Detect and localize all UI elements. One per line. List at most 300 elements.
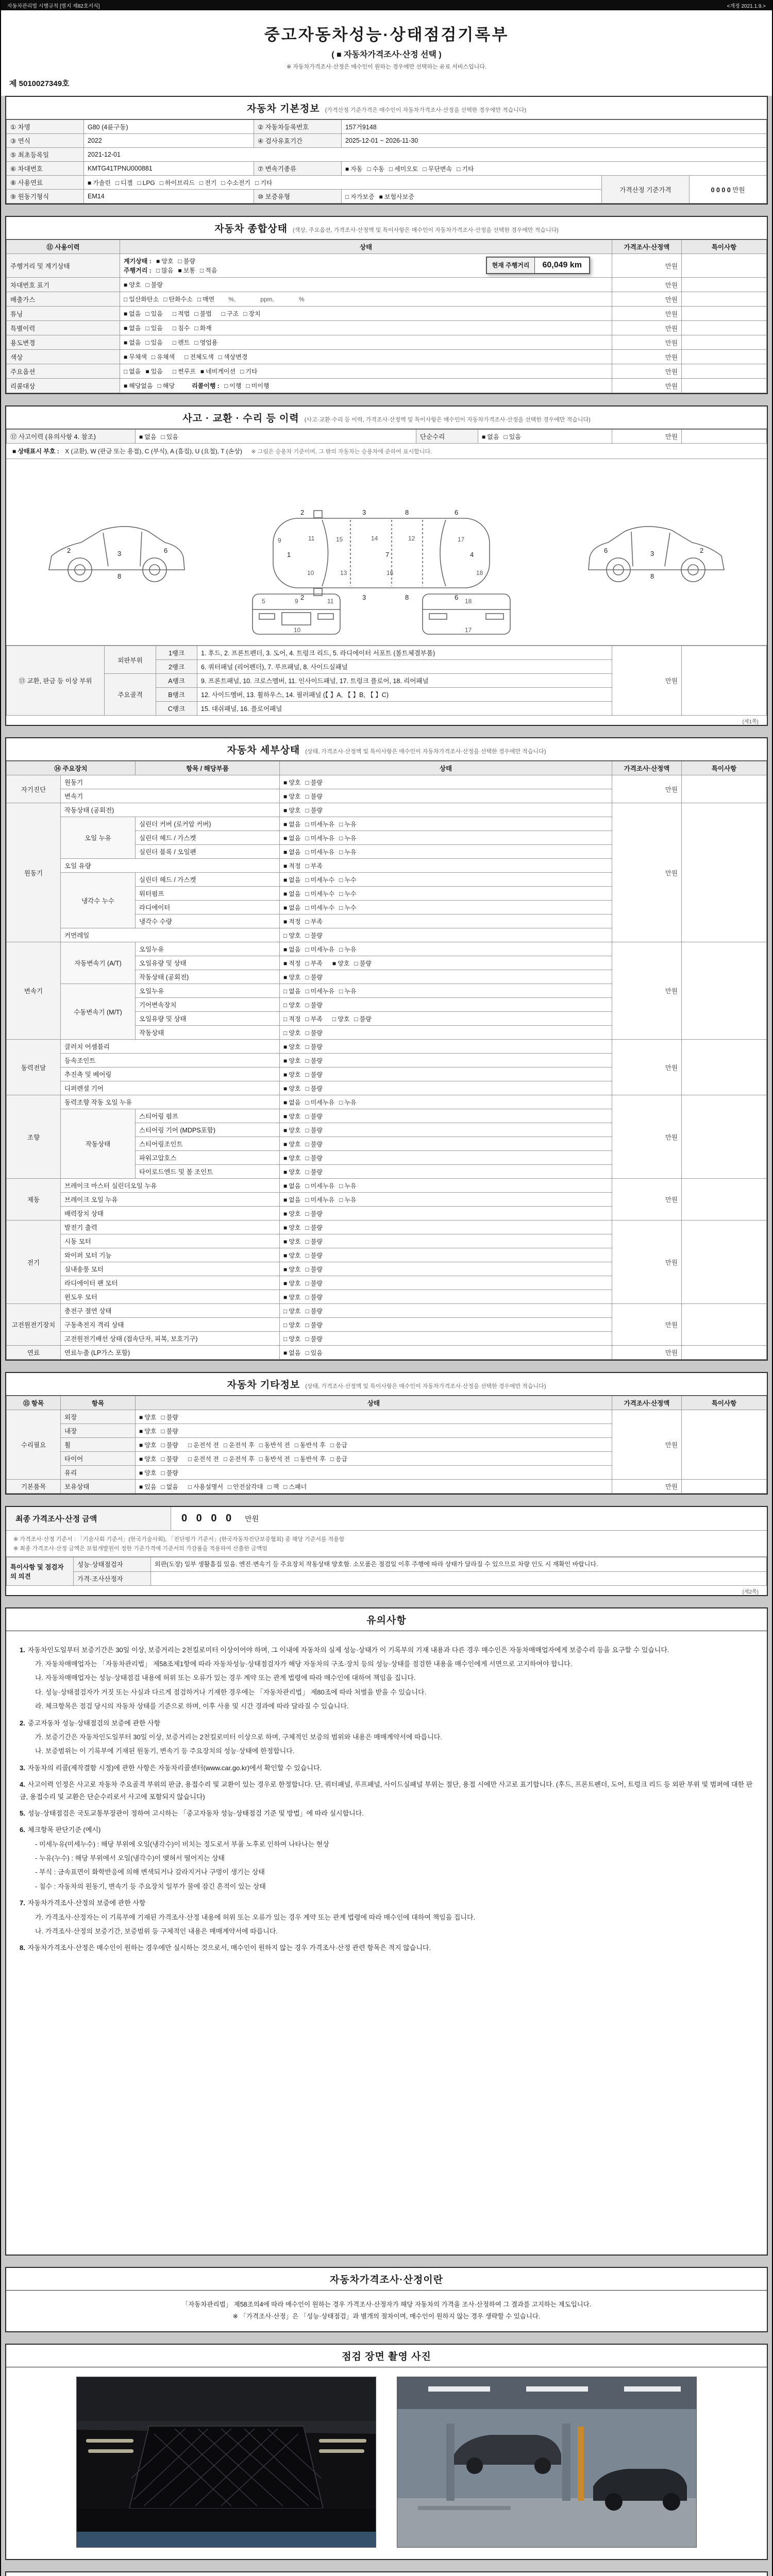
checkbox-option[interactable] xyxy=(330,1442,347,1449)
device-item: 스티어링 기어 (MDPS포함) xyxy=(136,1123,280,1137)
checkbox-option[interactable] xyxy=(283,904,300,911)
device-state xyxy=(280,1165,612,1179)
car-front-photo-svg xyxy=(77,2377,376,2547)
checkbox-group xyxy=(283,932,327,939)
main-frame-label: 주요골격 xyxy=(105,674,156,716)
checkbox-option[interactable] xyxy=(305,1308,322,1315)
checkbox-box: □ xyxy=(163,296,167,303)
checkbox-option[interactable] xyxy=(339,849,356,856)
checkbox-option[interactable] xyxy=(160,179,195,187)
current-mileage-box xyxy=(486,257,590,274)
checkbox-option[interactable] xyxy=(145,368,162,375)
device-item: 냉각수 수량 xyxy=(136,914,280,928)
checkbox-option[interactable] xyxy=(283,1168,300,1176)
price-cell: 만원 xyxy=(612,1480,682,1494)
checkbox-option[interactable] xyxy=(145,281,162,289)
checkbox-option[interactable] xyxy=(173,339,190,346)
checkbox-option[interactable] xyxy=(345,165,362,173)
checkbox-option[interactable] xyxy=(305,1349,322,1357)
checkbox-option[interactable] xyxy=(161,1469,178,1477)
svg-text:14: 14 xyxy=(371,535,378,542)
checkbox-option[interactable] xyxy=(283,932,300,939)
checkbox-label: 양호 xyxy=(289,1335,301,1343)
checkbox-group xyxy=(124,339,167,346)
checkbox-option[interactable] xyxy=(197,296,214,303)
table-row xyxy=(7,321,767,335)
checkbox-option[interactable] xyxy=(305,1127,322,1134)
checkbox-option[interactable] xyxy=(305,1099,334,1106)
checkbox-option[interactable] xyxy=(305,779,322,786)
checkbox-option[interactable] xyxy=(283,1210,300,1217)
checkbox-option[interactable] xyxy=(283,1015,300,1023)
checkbox-option[interactable] xyxy=(259,1455,290,1463)
checkbox-option[interactable] xyxy=(339,1196,356,1204)
checkbox-option[interactable] xyxy=(295,1455,326,1463)
checkbox-box: □ xyxy=(305,959,309,967)
checkbox-label: 없음 xyxy=(289,945,301,953)
checkbox-option[interactable] xyxy=(156,258,173,265)
checkbox-option[interactable] xyxy=(283,862,300,870)
other-state xyxy=(136,1410,612,1424)
checkbox-box: □ xyxy=(339,1182,343,1190)
checkbox-option[interactable] xyxy=(283,1182,300,1190)
checkbox-option[interactable] xyxy=(246,382,270,389)
checkbox-option[interactable] xyxy=(305,1085,322,1092)
checkbox-label: 없음 xyxy=(289,890,301,897)
checkbox-box: ■ xyxy=(283,834,288,842)
checkbox-option[interactable] xyxy=(259,1442,290,1449)
checkbox-option[interactable] xyxy=(158,382,175,389)
device-state xyxy=(280,1276,612,1290)
checkbox-label: 불량 xyxy=(310,1238,323,1245)
checkbox-option[interactable] xyxy=(283,1127,300,1134)
checkbox-option[interactable] xyxy=(283,793,300,800)
checkbox-option[interactable] xyxy=(219,353,248,361)
checkbox-option[interactable] xyxy=(305,862,322,870)
notice-item xyxy=(20,1807,753,1819)
checkbox-box: □ xyxy=(305,1196,309,1204)
checkbox-label: 가솔린 xyxy=(93,179,111,187)
state-part xyxy=(124,280,173,289)
checkbox-option[interactable] xyxy=(332,1015,349,1023)
checkbox-option[interactable] xyxy=(305,890,334,897)
table-row xyxy=(7,1410,767,1424)
checkbox-option[interactable] xyxy=(457,165,474,173)
checkbox-option[interactable] xyxy=(305,1182,334,1190)
checkbox-option[interactable] xyxy=(305,1113,322,1120)
checkbox-option[interactable] xyxy=(482,433,499,440)
checkbox-label: 많음 xyxy=(161,267,174,274)
checkbox-option[interactable] xyxy=(139,1442,156,1449)
checkbox-option[interactable] xyxy=(283,946,300,953)
checkbox-option[interactable] xyxy=(283,1294,300,1301)
checkbox-option[interactable] xyxy=(152,353,175,361)
checkbox-option[interactable] xyxy=(224,1455,255,1463)
checkbox-option[interactable] xyxy=(283,1238,300,1245)
checkbox-box: ■ xyxy=(283,945,288,953)
checkbox-option[interactable] xyxy=(305,1252,322,1259)
section-title-detail: 자동차 세부상태 xyxy=(227,745,300,756)
checkbox-option[interactable] xyxy=(163,296,193,303)
checkbox-option[interactable] xyxy=(283,1113,300,1120)
price-cell: 만원 xyxy=(612,1304,682,1346)
checkbox-box: □ xyxy=(345,193,349,200)
checkbox-option[interactable] xyxy=(283,1266,300,1273)
checkbox-option[interactable] xyxy=(173,368,196,375)
notice-subitem: 가. 자동차매매업자는 「자동차관리법」 제58조제1항에 따라 자동차성능·상태점검자가 해당 자동차의 구조·장치 등의 성능·상태를 점검한 내용을 매수인에게 서면으로 고지하여야 합니다. xyxy=(35,1659,573,1668)
checkbox-option[interactable] xyxy=(339,946,356,953)
checkbox-option[interactable] xyxy=(283,1321,300,1329)
checkbox-option[interactable] xyxy=(240,368,257,375)
checkbox-option[interactable] xyxy=(339,904,356,911)
checkbox-option[interactable] xyxy=(224,382,241,389)
section-title-basic: 자동차 기본정보 xyxy=(246,104,320,114)
checkbox-option[interactable] xyxy=(305,1043,322,1050)
price-cell: 만원 xyxy=(612,379,682,393)
checkbox-option[interactable] xyxy=(305,1321,322,1329)
checkbox-option[interactable] xyxy=(339,876,356,884)
notice-text: 자동차가격조사·산정의 보증에 관한 사항 xyxy=(27,1899,146,1907)
checkbox-option[interactable] xyxy=(188,1483,223,1490)
checkbox-option[interactable] xyxy=(305,1141,322,1148)
checkbox-option[interactable] xyxy=(305,793,322,800)
checkbox-option[interactable] xyxy=(139,433,156,440)
checkbox-label: 불량 xyxy=(166,1427,178,1435)
price-cell: 만원 xyxy=(612,942,682,1040)
checkbox-option[interactable] xyxy=(283,876,300,884)
checkbox-option[interactable] xyxy=(283,1071,300,1078)
checkbox-option[interactable] xyxy=(199,179,216,187)
checkbox-option[interactable] xyxy=(305,1168,322,1176)
checkbox-option[interactable] xyxy=(305,960,322,967)
vin-label: ⑥ 차대번호 xyxy=(7,162,84,176)
checkbox-option[interactable] xyxy=(367,165,384,173)
checkbox-option[interactable] xyxy=(389,165,418,173)
checkbox-option[interactable] xyxy=(305,835,334,842)
notice-text: 성능·상태점검은 국토교통부장관이 정하여 고시하는 「중고자동차 성능·상태점검 기준 및 방법」에 따라 실시합니다. xyxy=(27,1809,364,1817)
checkbox-option[interactable] xyxy=(339,988,356,995)
device-item: 시동 모터 xyxy=(61,1234,280,1248)
checkbox-label: 양호 xyxy=(289,1293,301,1301)
checkbox-option[interactable] xyxy=(283,988,300,995)
checkbox-option[interactable] xyxy=(283,890,300,897)
checkbox-option[interactable] xyxy=(305,988,334,995)
checkbox-group xyxy=(283,1308,327,1315)
checkbox-option[interactable] xyxy=(243,310,260,317)
checkbox-option[interactable] xyxy=(161,1483,178,1490)
checkbox-option[interactable] xyxy=(283,1252,300,1259)
checkbox-option[interactable] xyxy=(200,267,217,274)
checkbox-option[interactable] xyxy=(283,1308,300,1315)
checkbox-option[interactable] xyxy=(283,835,300,842)
checkbox-option[interactable] xyxy=(161,1428,178,1435)
checkbox-option[interactable] xyxy=(379,193,414,200)
checkbox-option[interactable] xyxy=(283,1099,300,1106)
checkbox-option[interactable] xyxy=(267,1483,279,1490)
checkbox-option[interactable] xyxy=(194,339,217,346)
checkbox-option[interactable] xyxy=(255,179,272,187)
checkbox-option[interactable] xyxy=(339,1099,356,1106)
checkbox-option[interactable] xyxy=(188,1455,219,1463)
checkbox-option[interactable] xyxy=(194,325,211,332)
checkbox-box: □ xyxy=(305,820,309,828)
checkbox-option[interactable] xyxy=(305,876,334,884)
device-item: 커먼레일 xyxy=(61,928,280,942)
table-row xyxy=(7,1557,767,1572)
checkbox-option[interactable] xyxy=(124,353,147,361)
checkbox-label: 양호 xyxy=(144,1455,157,1463)
checkbox-option[interactable] xyxy=(161,1414,178,1421)
checkbox-option[interactable] xyxy=(139,1455,156,1463)
checkbox-group xyxy=(173,339,222,346)
checkbox-option[interactable] xyxy=(305,1335,322,1343)
price-info-line: ※ 「가격조사·산정」은 「성능·상태점검」과 별개의 절차이며, 매수인이 원하지 않는 경우 생략할 수 있습니다. xyxy=(232,2312,541,2320)
checkbox-option[interactable] xyxy=(305,974,322,981)
checkbox-option[interactable] xyxy=(354,1015,371,1023)
checkbox-option[interactable] xyxy=(221,179,250,187)
note-cell xyxy=(682,278,767,292)
checkbox-option[interactable] xyxy=(283,960,300,967)
svg-text:2: 2 xyxy=(700,547,704,554)
checkbox-option[interactable] xyxy=(305,807,322,814)
checkbox-option[interactable] xyxy=(184,353,214,361)
checkbox-option[interactable] xyxy=(339,835,356,842)
device-group: 전기 xyxy=(7,1221,61,1304)
checkbox-box: ■ xyxy=(139,1483,143,1490)
checkbox-option[interactable] xyxy=(139,1414,156,1421)
checkbox-option[interactable] xyxy=(283,1085,300,1092)
checkbox-option[interactable] xyxy=(161,1442,178,1449)
checkbox-label: 양호 xyxy=(144,1469,157,1477)
checkbox-option[interactable] xyxy=(283,918,300,925)
checkbox-group xyxy=(283,1141,327,1148)
checkbox-option[interactable] xyxy=(124,296,159,303)
checkbox-option[interactable] xyxy=(283,821,300,828)
checkbox-label: 전체도색 xyxy=(190,353,214,361)
checkbox-option[interactable] xyxy=(124,281,141,289)
checkbox-option[interactable] xyxy=(283,849,300,856)
table-row xyxy=(7,1095,767,1109)
checkbox-group xyxy=(139,1483,183,1490)
checkbox-option[interactable] xyxy=(305,1294,322,1301)
device-state xyxy=(280,942,612,956)
checkbox-option[interactable] xyxy=(283,1335,300,1343)
note-cell xyxy=(682,803,767,942)
checkbox-option[interactable] xyxy=(145,310,162,317)
checkbox-box: □ xyxy=(305,1057,309,1064)
note-cell xyxy=(682,364,767,379)
checkbox-option[interactable] xyxy=(283,1057,300,1064)
checkbox-option[interactable] xyxy=(145,339,162,346)
checkbox-label: 불량 xyxy=(310,1154,323,1162)
checkbox-group xyxy=(139,1428,183,1435)
checkbox-option[interactable] xyxy=(305,932,322,939)
device-state xyxy=(280,1137,612,1151)
checkbox-box: ■ xyxy=(283,792,288,800)
checkbox-option[interactable] xyxy=(305,1029,322,1037)
checkbox-option[interactable] xyxy=(305,1196,334,1204)
notice-subitem: 가. 가격조사·산정자는 이 기록부에 기재된 가격조사·산정 내용에 허위 또는 오류가 있는 경우 계약 또는 관계 법령에 따라 매수인에 대하여 책임을 집니다. xyxy=(35,1913,476,1921)
table-row xyxy=(7,430,767,444)
checkbox-option[interactable] xyxy=(283,1483,307,1490)
checkbox-option[interactable] xyxy=(339,890,356,897)
checkbox-option[interactable] xyxy=(228,1483,263,1490)
checkbox-option[interactable] xyxy=(305,1155,322,1162)
checkbox-option[interactable] xyxy=(178,267,195,274)
checkbox-label: 누유 xyxy=(344,1098,357,1106)
checkbox-option[interactable] xyxy=(339,821,356,828)
checkbox-option[interactable] xyxy=(354,960,371,967)
svg-text:18: 18 xyxy=(465,598,472,605)
checkbox-option[interactable] xyxy=(124,382,153,389)
checkbox-box: □ xyxy=(305,876,309,884)
device-subgroup: 수동변속기 (M/T) xyxy=(61,984,136,1040)
checkbox-box: □ xyxy=(218,353,222,361)
usage-item-label: 튜닝 xyxy=(7,307,120,321)
checkbox-label: 있음 xyxy=(150,310,163,317)
checkbox-option[interactable] xyxy=(139,1428,156,1435)
notice-item xyxy=(20,1778,753,1803)
checkbox-option[interactable] xyxy=(115,179,132,187)
checkbox-option[interactable] xyxy=(194,310,211,317)
checkbox-option[interactable] xyxy=(178,258,195,265)
other-state xyxy=(136,1466,612,1480)
checkbox-option[interactable] xyxy=(161,433,178,440)
inspection-label: ④ 검사유효기간 xyxy=(254,134,342,148)
checkbox-option[interactable] xyxy=(332,960,349,967)
notice-text: 자동차가격조사·산정은 매수인이 원하는 경우에만 실시하는 것으로서, 매수인이 원하지 않는 경우 가격조사·산정 관련 항목은 적지 않습니다. xyxy=(27,1944,431,1952)
checkbox-option[interactable] xyxy=(161,1455,178,1463)
checkbox-option[interactable] xyxy=(88,179,111,187)
part-name: 리콜이행 : xyxy=(192,382,222,389)
checkbox-option[interactable] xyxy=(305,1224,322,1231)
checkbox-box: ■ xyxy=(124,310,128,317)
checkbox-label: 없음 xyxy=(129,325,141,332)
exchange-label: ⑬ 교환, 판금 등 이상 부위 xyxy=(7,646,105,716)
checkbox-option[interactable] xyxy=(305,1071,322,1078)
checkbox-label: 없음 xyxy=(289,1182,301,1190)
checkbox-option[interactable] xyxy=(283,1280,300,1287)
checkbox-option[interactable] xyxy=(283,1043,300,1050)
checkbox-option[interactable] xyxy=(139,1469,156,1477)
checkbox-option[interactable] xyxy=(339,1182,356,1190)
checkbox-option[interactable] xyxy=(305,904,334,911)
checkbox-box: ■ xyxy=(283,1224,288,1231)
checkbox-option[interactable] xyxy=(305,1002,322,1009)
checkbox-box: □ xyxy=(159,179,163,187)
checkbox-option[interactable] xyxy=(283,974,300,981)
checkbox-option[interactable] xyxy=(283,1029,300,1037)
checkbox-option[interactable] xyxy=(137,179,155,187)
current-mileage-label: 현재 주행거리 xyxy=(487,258,535,273)
checkbox-box: ■ xyxy=(283,1084,288,1092)
checkbox-option[interactable] xyxy=(188,1442,219,1449)
checkbox-option[interactable] xyxy=(305,1280,322,1287)
checkbox-box: □ xyxy=(224,382,228,389)
checkbox-group xyxy=(345,165,479,173)
checkbox-option[interactable] xyxy=(305,1210,322,1217)
checkbox-option[interactable] xyxy=(305,946,334,953)
checkbox-option[interactable] xyxy=(305,1238,322,1245)
checkbox-option[interactable] xyxy=(423,165,452,173)
checkbox-option[interactable] xyxy=(124,339,141,346)
checkbox-option[interactable] xyxy=(305,821,334,828)
table-header-row xyxy=(7,761,767,775)
checkbox-option[interactable] xyxy=(124,310,141,317)
usage-item-state xyxy=(120,254,612,278)
checkbox-option[interactable] xyxy=(305,849,334,856)
checkbox-box: □ xyxy=(145,310,149,317)
table-row xyxy=(7,162,767,176)
rank-name: B랭크 xyxy=(156,688,197,702)
checkbox-option[interactable] xyxy=(124,325,141,332)
checkbox-option[interactable] xyxy=(156,267,173,274)
checkbox-label: 누유 xyxy=(344,848,357,856)
checkbox-option[interactable] xyxy=(124,368,141,375)
checkbox-option[interactable] xyxy=(305,1057,322,1064)
checkbox-option[interactable] xyxy=(173,325,190,332)
checkbox-option[interactable] xyxy=(283,779,300,786)
checkbox-option[interactable] xyxy=(305,1266,322,1273)
checkbox-option[interactable] xyxy=(283,1002,300,1009)
checkbox-option[interactable] xyxy=(283,1196,300,1204)
checkbox-group xyxy=(139,1442,183,1449)
checkbox-option[interactable] xyxy=(139,1483,156,1490)
col-item: 항목 xyxy=(61,1396,136,1410)
checkbox-option[interactable] xyxy=(173,310,190,317)
state-part xyxy=(192,381,279,390)
basic-info-section xyxy=(5,96,768,205)
checkbox-group xyxy=(283,1168,327,1176)
checkbox-label: 불량 xyxy=(310,1126,323,1134)
checkbox-label: 미세누유 xyxy=(310,834,335,842)
checkbox-label: 불량 xyxy=(310,1210,323,1217)
checkbox-option[interactable] xyxy=(503,433,520,440)
price-info-body xyxy=(6,2291,767,2331)
section-note-comprehensive: (색상, 주요옵션, 가격조사·산정액 및 특이사항은 매수인이 자동차가격조사·산정을 선택한 경우에만 적습니다) xyxy=(292,227,559,233)
device-item: 작동상태 (공회전) xyxy=(61,803,280,817)
checkbox-option[interactable] xyxy=(305,918,322,925)
checkbox-option[interactable] xyxy=(283,1224,300,1231)
checkbox-option[interactable] xyxy=(145,325,162,332)
checkbox-label: 누유 xyxy=(344,834,357,842)
checkbox-option[interactable] xyxy=(330,1455,347,1463)
checkbox-option[interactable] xyxy=(283,1349,300,1357)
device-state xyxy=(280,1067,612,1081)
svg-text:6: 6 xyxy=(455,509,459,516)
checkbox-option[interactable] xyxy=(295,1442,326,1449)
col-state: 상태 xyxy=(120,240,612,254)
note-cell xyxy=(682,254,767,278)
checkbox-option[interactable] xyxy=(283,1155,300,1162)
checkbox-option[interactable] xyxy=(345,193,375,200)
other-item: 타이어 xyxy=(61,1452,136,1466)
svg-text:18: 18 xyxy=(476,569,483,577)
part-name: 계기상태 : xyxy=(124,258,154,265)
page-title: 중고자동차성능·상태점검기록부 xyxy=(264,26,509,44)
checkbox-option[interactable] xyxy=(283,807,300,814)
device-state xyxy=(280,873,612,887)
checkbox-box: □ xyxy=(305,890,309,897)
checkbox-option[interactable] xyxy=(305,1015,322,1023)
usage-item-label: 특별이력 xyxy=(7,321,120,335)
checkbox-option[interactable] xyxy=(200,368,236,375)
notice-text: 자동차의 리콜(제작결함 시정)에 관한 사항은 자동차리콜센터(www.car.go.kr)에서 확인할 수 있습니다. xyxy=(27,1764,322,1772)
checkbox-option[interactable] xyxy=(222,310,239,317)
state-part xyxy=(124,352,257,361)
checkbox-option[interactable] xyxy=(283,1141,300,1148)
checkbox-option[interactable] xyxy=(224,1442,255,1449)
